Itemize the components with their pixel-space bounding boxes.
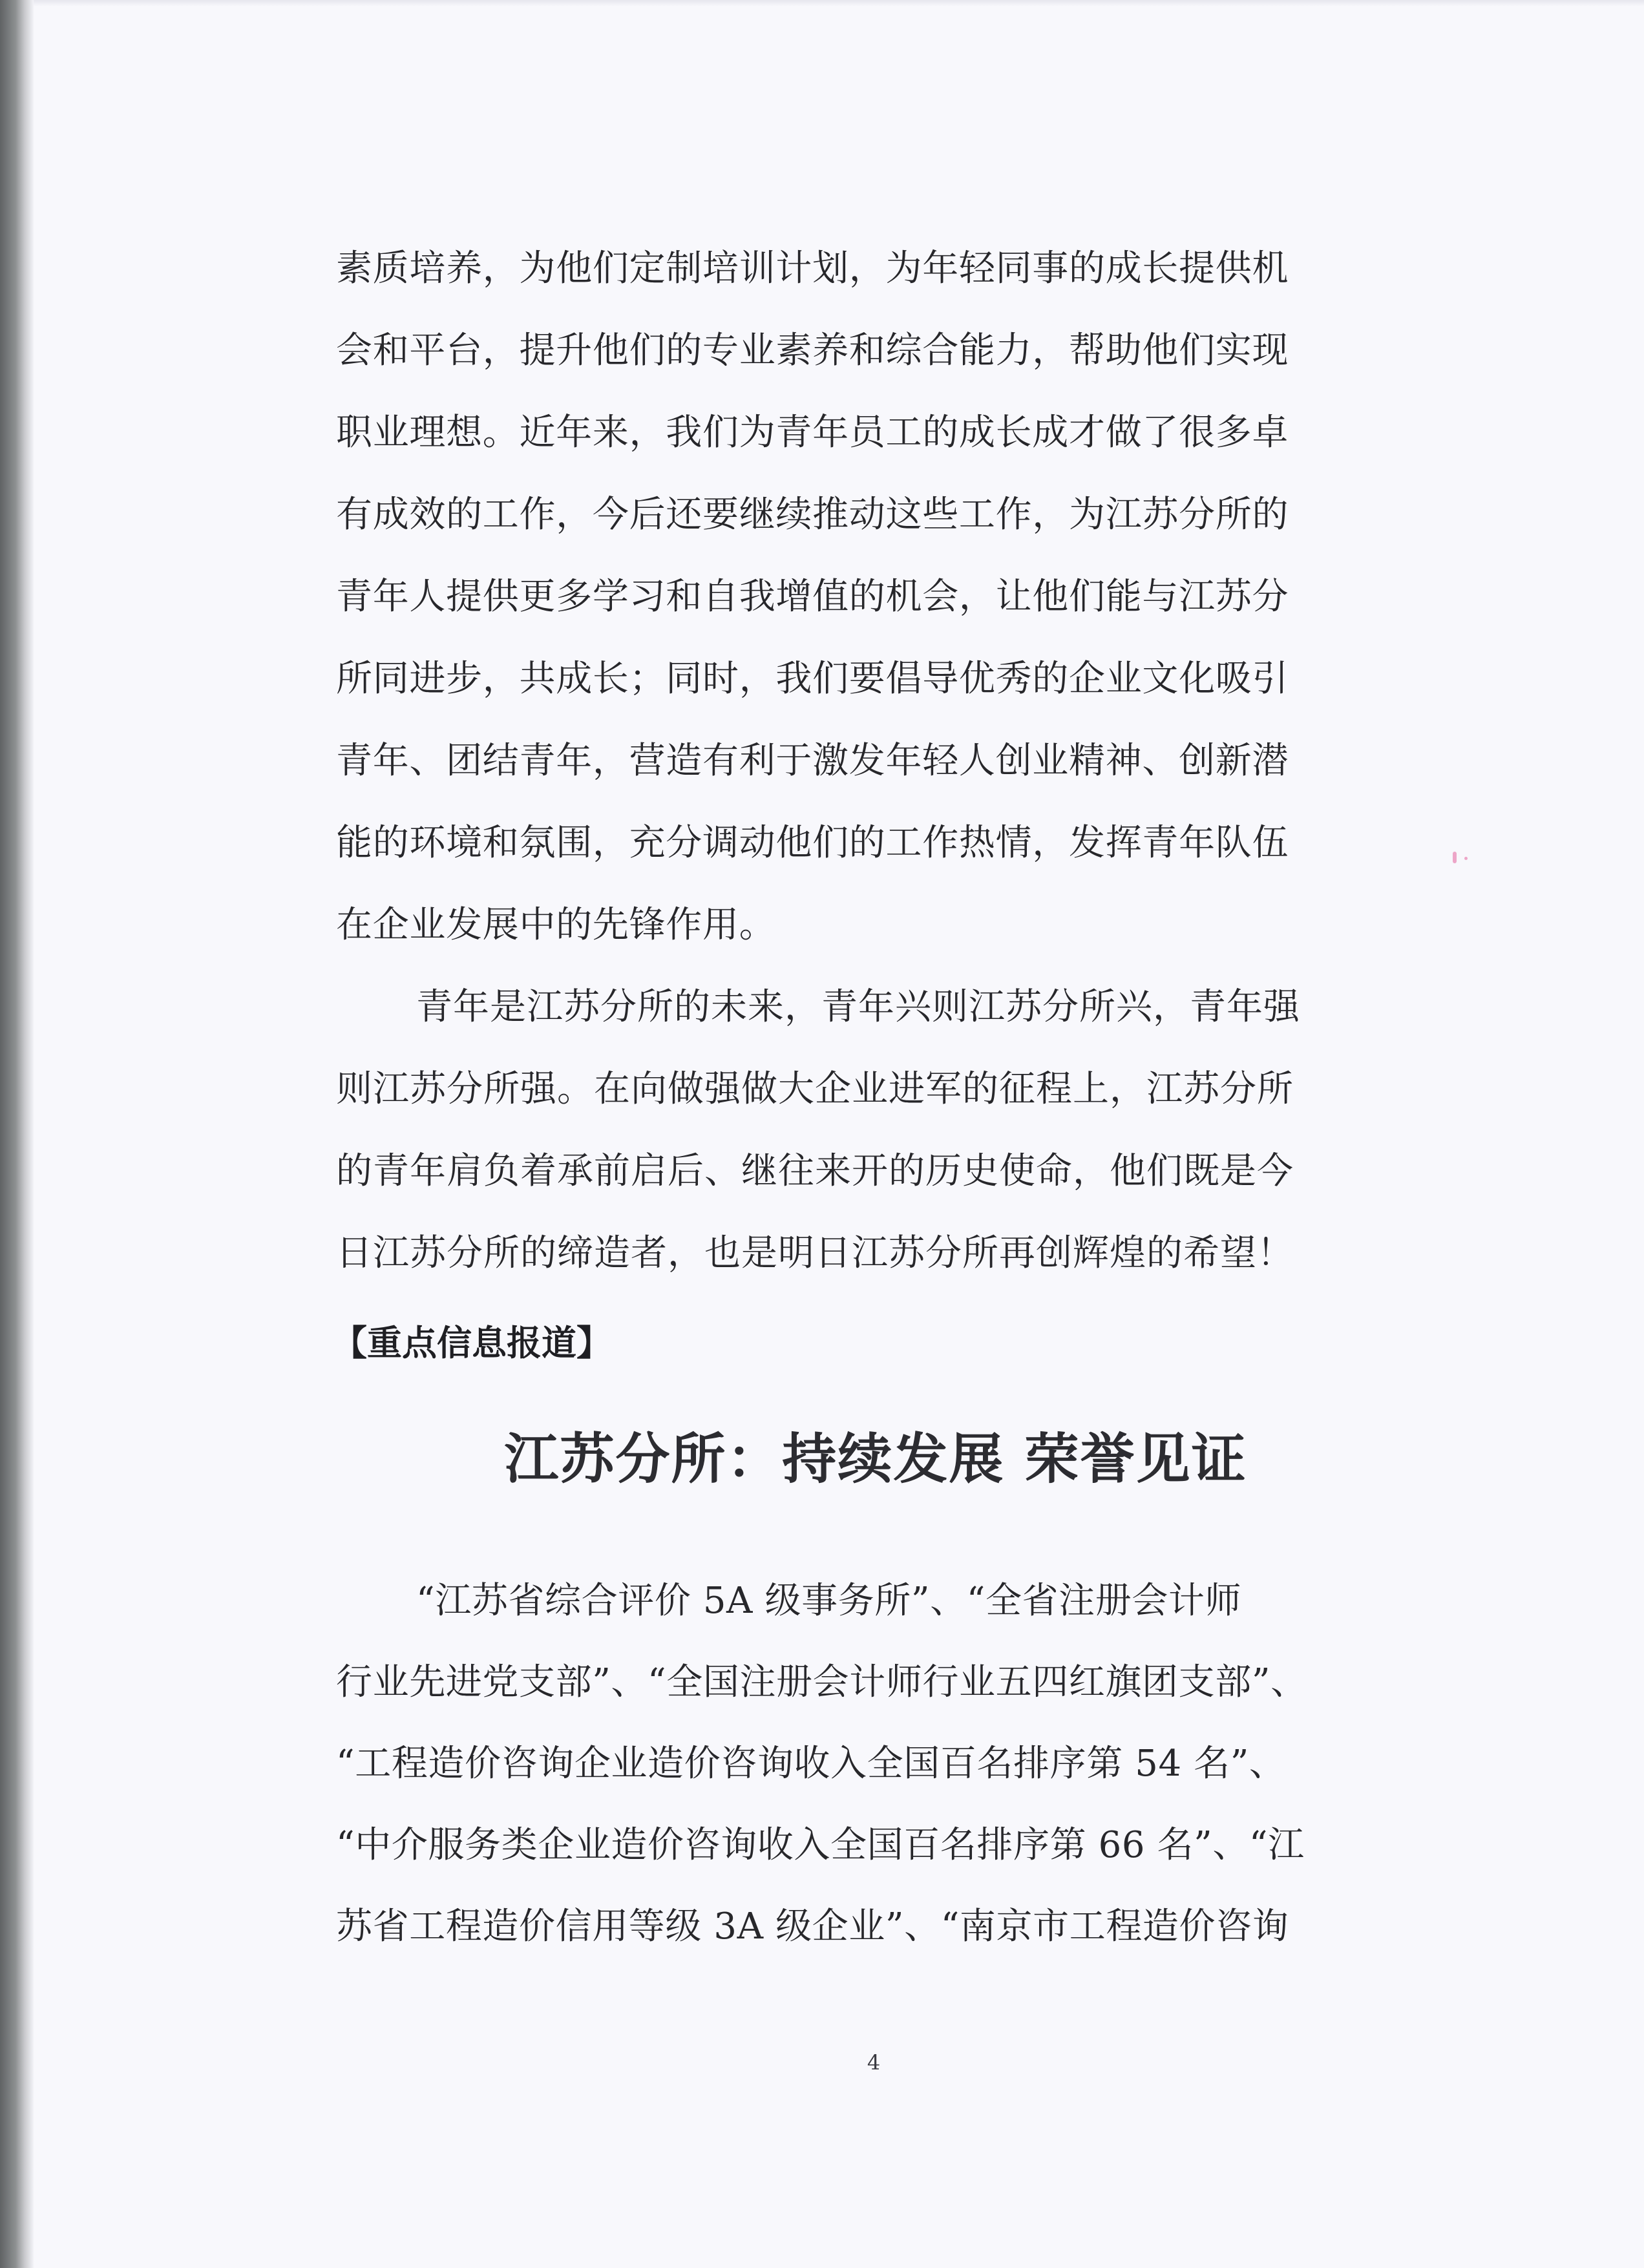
paragraph-line: 能的环境和氛围，充分调动他们的工作热情，发挥青年队伍 [336, 822, 1289, 864]
top-paper-edge [34, 0, 1644, 6]
article-line: “中介服务类企业造价咨询收入全国百名排序第 66 名”、“江 [336, 1824, 1305, 1866]
paragraph-line: 在企业发展中的先锋作用。 [336, 904, 776, 946]
document-body [332, 227, 1415, 1968]
page-number: 4 [867, 2050, 881, 2075]
paragraph-line: 素质培养，为他们定制培训计划，为年轻同事的成长提供机 [336, 247, 1289, 289]
article-line: 行业先进党支部”、“全国注册会计师行业五四红旗团支部”、 [336, 1661, 1307, 1703]
pink-ink-dot [1464, 857, 1468, 860]
paragraph-line: 职业理想。近年来，我们为青年员工的成长成才做了很多卓 [336, 412, 1289, 454]
article-line: “江苏省综合评价 5A 级事务所”、“全省注册会计师 [416, 1580, 1242, 1622]
article-title: 江苏分所：持续发展 荣誉见证 [504, 1427, 1247, 1491]
left-scan-shadow [0, 0, 34, 2268]
pink-ink-mark [1453, 852, 1457, 863]
paragraph-line: 有成效的工作，今后还要继续推动这些工作，为江苏分所的 [336, 494, 1289, 536]
paragraph-line: 会和平台，提升他们的专业素养和综合能力，帮助他们实现 [336, 330, 1289, 372]
paragraph-line: 青年人提供更多学习和自我增值的机会，让他们能与江苏分 [336, 576, 1289, 618]
article-body [336, 1560, 1415, 1968]
article-line: 苏省工程造价信用等级 3A 级企业”、“南京市工程造价咨询 [336, 1906, 1289, 1948]
paragraph-line: 的青年肩负着承前启后、继往来开的历史使命，他们既是今 [336, 1150, 1294, 1192]
paragraph-line: 则江苏分所强。在向做强做大企业进军的征程上，江苏分所 [336, 1068, 1294, 1110]
paragraph-line: 青年、团结青年，营造有利于激发年轻人创业精神、创新潜 [336, 740, 1289, 782]
paragraph-line: 青年是江苏分所的未来，青年兴则江苏分所兴，青年强 [416, 986, 1300, 1028]
article-line: “工程造价咨询企业造价咨询收入全国百名排序第 54 名”、 [336, 1743, 1286, 1785]
paragraph-line: 日江苏分所的缔造者，也是明日江苏分所再创辉煌的希望！ [336, 1232, 1294, 1274]
paragraph-line: 所同进步，共成长；同时，我们要倡导优秀的企业文化吸引 [336, 658, 1289, 700]
continuation-paragraph [336, 227, 1415, 966]
section-label: 【重点信息报道】 [332, 1323, 611, 1363]
youth-paragraph [336, 966, 1415, 1294]
